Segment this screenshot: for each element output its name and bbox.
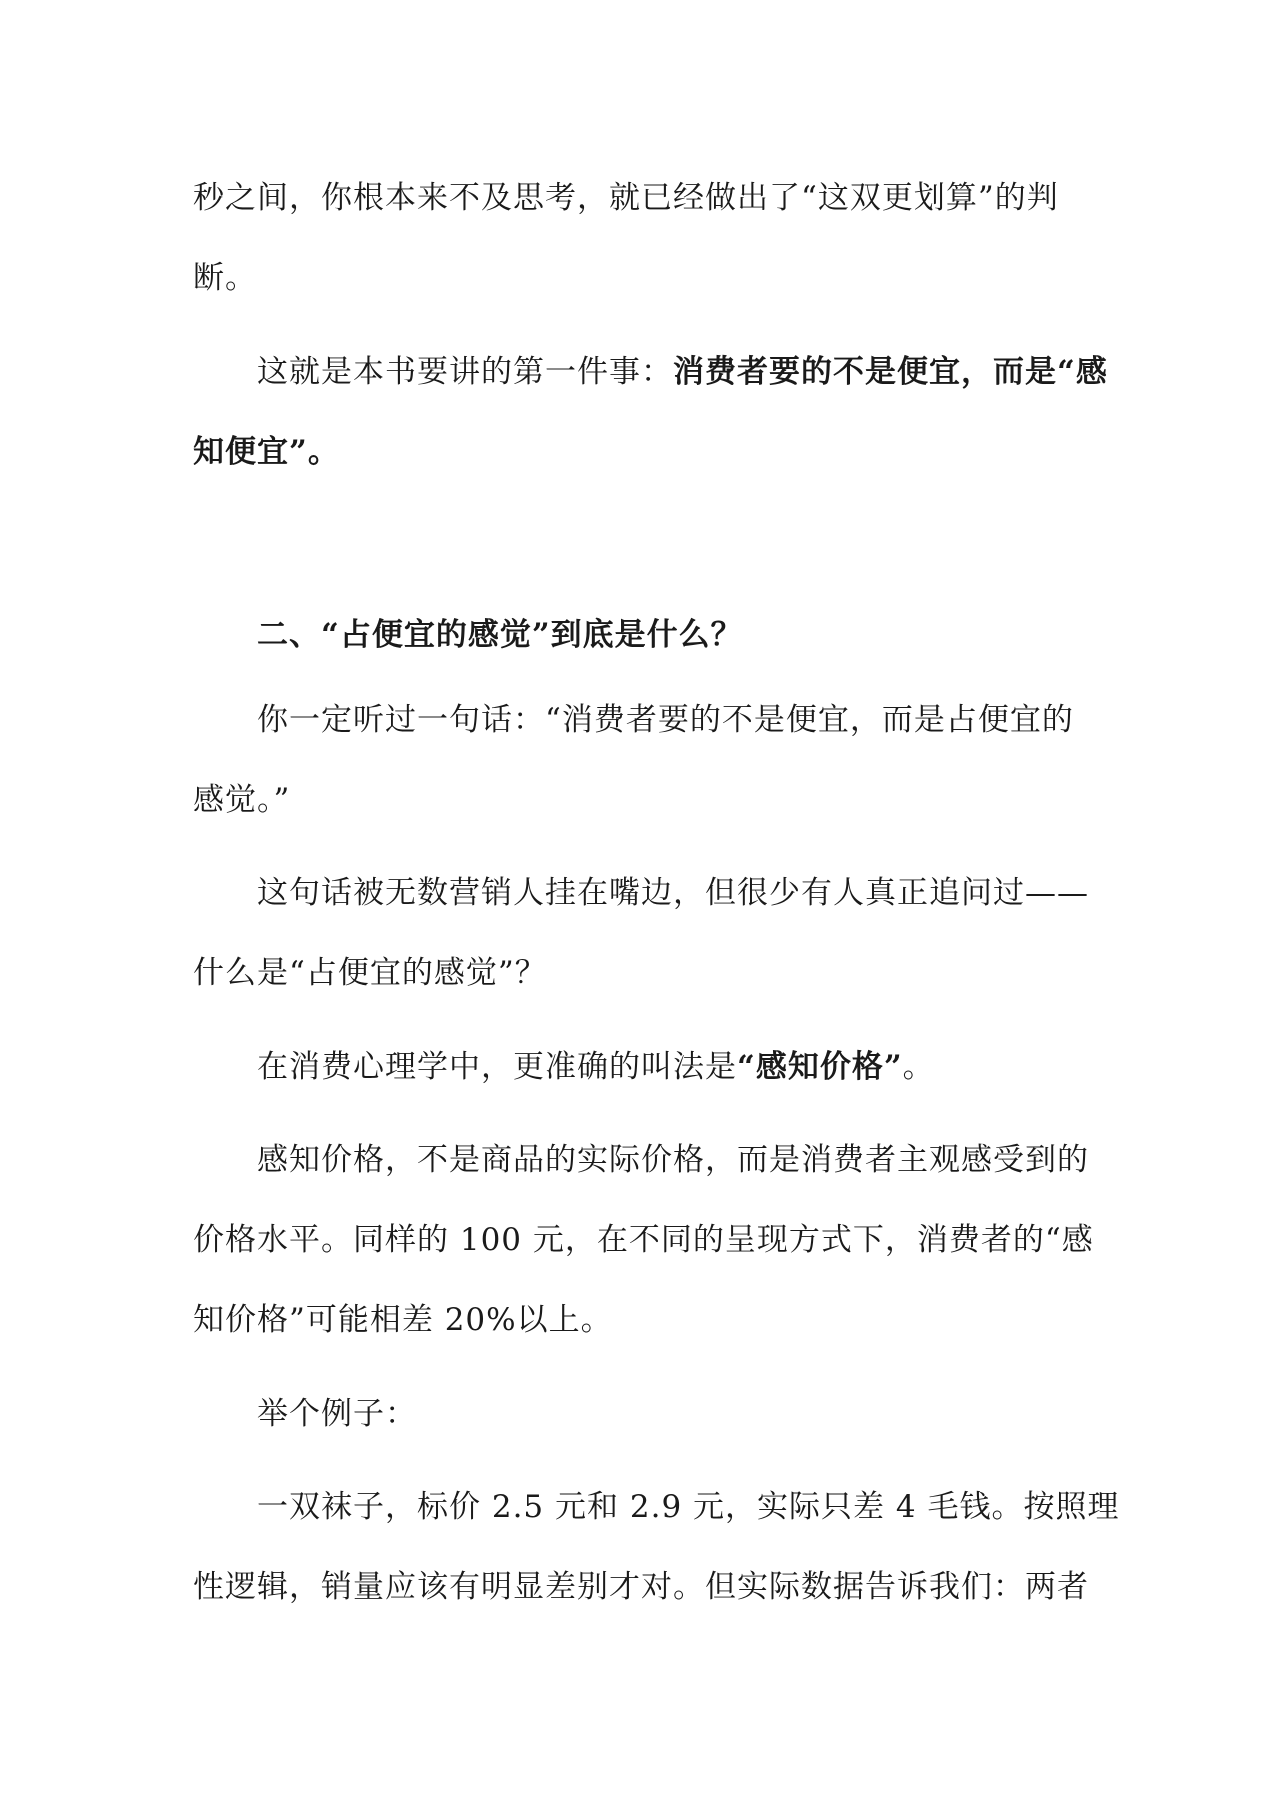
paragraph-line-11 [193, 1220, 1094, 1260]
paragraph-line-1 [193, 178, 1083, 218]
paragraph-line-7 [257, 873, 1089, 913]
paragraph-line-2 [193, 258, 1083, 298]
section-heading [257, 615, 1083, 655]
emphasis-text: 消费者要的不是便宜，而是“感 [673, 354, 1108, 390]
paragraph-line-15 [193, 1567, 1089, 1607]
paragraph-line-8 [193, 953, 1083, 993]
emphasis-text: 知便宜”。 [193, 434, 340, 470]
line-text: 你一定听过一句话：“消费者要的不是便宜，而是占便宜的 [257, 702, 1074, 738]
paragraph-line-6 [193, 780, 1083, 820]
paragraph-line-5 [257, 700, 1083, 740]
line-text: 一双袜子，标价 2.5 元和 2.9 元，实际只差 4 毛钱。按照理 [257, 1489, 1120, 1525]
line-text: 感觉。” [193, 782, 291, 818]
line-text: 断。 [193, 260, 257, 296]
line-text: 秒之间，你根本来不及思考，就已经做出了“这双更划算”的判 [193, 180, 1059, 216]
paragraph-line-12 [193, 1300, 1083, 1340]
line-text: 什么是“占便宜的感觉”？ [193, 955, 547, 991]
paragraph-line-13 [257, 1394, 1083, 1434]
line-text: 性逻辑，销量应该有明显差别才对。但实际数据告诉我们：两者 [193, 1569, 1089, 1605]
paragraph-line-4 [193, 432, 1083, 472]
emphasis-text: “感知价格” [737, 1049, 903, 1085]
line-text: 知价格”可能相差 20%以上。 [193, 1302, 613, 1338]
paragraph-line-9 [257, 1047, 1083, 1087]
line-text: 这就是本书要讲的第一件事： [257, 354, 673, 390]
line-text: 价格水平。同样的 100 元，在不同的呈现方式下，消费者的“感 [193, 1222, 1094, 1258]
paragraph-line-10 [257, 1140, 1089, 1180]
line-text: 举个例子： [257, 1396, 417, 1432]
line-text: 这句话被无数营销人挂在嘴边，但很少有人真正追问过—— [257, 875, 1089, 911]
paragraph-line-3 [257, 352, 1108, 392]
paragraph-line-14 [257, 1487, 1120, 1527]
line-text: 在消费心理学中，更准确的叫法是 [257, 1049, 737, 1085]
heading-text: 二、“占便宜的感觉”到底是什么？ [257, 617, 743, 653]
line-text: 感知价格，不是商品的实际价格，而是消费者主观感受到的 [257, 1142, 1089, 1178]
line-text: 。 [902, 1049, 935, 1085]
